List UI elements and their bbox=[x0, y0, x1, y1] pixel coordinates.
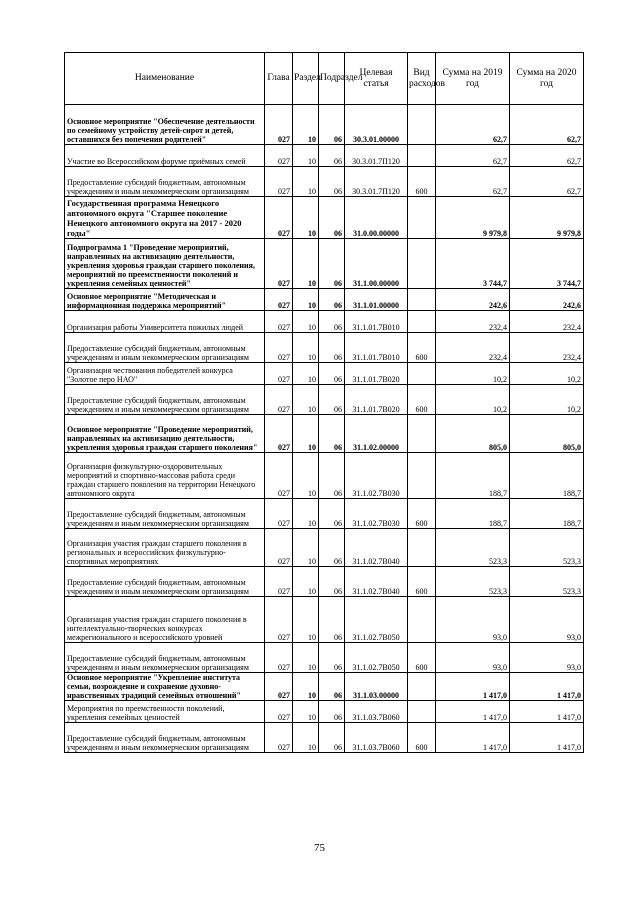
table-row bbox=[65, 673, 584, 701]
row-name-cell: Участие во Всероссийском форуме приёмных семей bbox=[65, 145, 265, 167]
row-sum-2020-cell: 10,2 bbox=[510, 385, 584, 415]
row-razdel-cell: 10 bbox=[293, 333, 319, 363]
row-vid-cell: 600 bbox=[408, 167, 436, 197]
row-glava-cell: 027 bbox=[265, 499, 293, 529]
header-name: Наименование bbox=[65, 53, 265, 105]
row-glava-cell: 027 bbox=[265, 723, 293, 753]
row-sum-2019-cell: 9 979,8 bbox=[436, 197, 510, 239]
row-vid-cell: 600 bbox=[408, 385, 436, 415]
row-sum-2020-cell: 805,0 bbox=[510, 415, 584, 453]
row-razdel-cell: 10 bbox=[293, 385, 319, 415]
row-podrazdel-cell: 06 bbox=[319, 415, 345, 453]
row-name-cell: Организация участия граждан старшего поколения в региональных и всероссийских физкультурно-спортивных мероприятиях bbox=[65, 529, 265, 567]
row-podrazdel-cell: 06 bbox=[319, 197, 345, 239]
header-razdel: Раздел bbox=[293, 53, 319, 105]
row-sum-2019-cell: 188,7 bbox=[436, 499, 510, 529]
row-sum-2020-cell: 232,4 bbox=[510, 333, 584, 363]
row-podrazdel-cell: 06 bbox=[319, 673, 345, 701]
row-podrazdel-cell: 06 bbox=[319, 167, 345, 197]
table-row bbox=[65, 197, 584, 239]
row-razdel-cell: 10 bbox=[293, 167, 319, 197]
row-glava-cell: 027 bbox=[265, 167, 293, 197]
row-glava-cell: 027 bbox=[265, 529, 293, 567]
row-sum-2020-cell: 10,2 bbox=[510, 363, 584, 385]
row-podrazdel-cell: 06 bbox=[319, 597, 345, 643]
row-vid-cell bbox=[408, 363, 436, 385]
row-vid-cell bbox=[408, 197, 436, 239]
row-target-cell: 31.1.01.7В010 bbox=[345, 311, 408, 333]
row-razdel-cell: 10 bbox=[293, 197, 319, 239]
row-sum-2019-cell: 523,3 bbox=[436, 567, 510, 597]
row-sum-2020-cell: 523,3 bbox=[510, 529, 584, 567]
row-sum-2020-cell: 3 744,7 bbox=[510, 239, 584, 289]
row-sum-2019-cell: 62,7 bbox=[436, 105, 510, 145]
table-row bbox=[65, 105, 584, 145]
row-name-cell: Предоставление субсидий бюджетным, автономным учреждениям и иным некоммерческим организациям bbox=[65, 167, 265, 197]
row-target-cell: 31.1.03.00000 bbox=[345, 673, 408, 701]
row-target-cell: 30.3.01.7П120 bbox=[345, 167, 408, 197]
row-sum-2020-cell: 93,0 bbox=[510, 643, 584, 673]
row-vid-cell bbox=[408, 701, 436, 723]
table-row bbox=[65, 567, 584, 597]
row-target-cell: 31.1.02.7В030 bbox=[345, 453, 408, 499]
row-name-cell: Предоставление субсидий бюджетным, автономным учреждениям и иным некоммерческим организациям bbox=[65, 333, 265, 363]
row-glava-cell: 027 bbox=[265, 385, 293, 415]
row-sum-2019-cell: 93,0 bbox=[436, 643, 510, 673]
row-vid-cell bbox=[408, 529, 436, 567]
row-sum-2020-cell: 523,3 bbox=[510, 567, 584, 597]
row-name-cell: Предоставление субсидий бюджетным, автономным учреждениям и иным некоммерческим организациям bbox=[65, 499, 265, 529]
header-glava: Глава bbox=[265, 53, 293, 105]
row-sum-2019-cell: 10,2 bbox=[436, 363, 510, 385]
table-row bbox=[65, 529, 584, 567]
header-sum-2020: Сумма на 2020 год bbox=[510, 53, 584, 105]
row-glava-cell: 027 bbox=[265, 239, 293, 289]
row-podrazdel-cell: 06 bbox=[319, 643, 345, 673]
row-name-cell: Предоставление субсидий бюджетным, автономным учреждениям и иным некоммерческим организациям bbox=[65, 385, 265, 415]
row-vid-cell: 600 bbox=[408, 567, 436, 597]
row-razdel-cell: 10 bbox=[293, 567, 319, 597]
row-glava-cell: 027 bbox=[265, 415, 293, 453]
row-vid-cell: 600 bbox=[408, 499, 436, 529]
row-sum-2020-cell: 188,7 bbox=[510, 499, 584, 529]
table-row bbox=[65, 643, 584, 673]
row-sum-2020-cell: 93,0 bbox=[510, 597, 584, 643]
row-vid-cell bbox=[408, 145, 436, 167]
row-glava-cell: 027 bbox=[265, 311, 293, 333]
row-sum-2019-cell: 62,7 bbox=[436, 145, 510, 167]
row-target-cell: 31.1.01.7В020 bbox=[345, 363, 408, 385]
table-row bbox=[65, 701, 584, 723]
row-target-cell: 31.1.03.7В060 bbox=[345, 723, 408, 753]
row-name-cell: Государственная программа Ненецкого автономного округа "Старшее поколение Ненецкого автономного округа на 2017 - 2020 годы" bbox=[65, 197, 265, 239]
row-sum-2020-cell: 1 417,0 bbox=[510, 673, 584, 701]
table-row bbox=[65, 167, 584, 197]
row-vid-cell bbox=[408, 415, 436, 453]
row-glava-cell: 027 bbox=[265, 597, 293, 643]
row-name-cell: Предоставление субсидий бюджетным, автономным учреждениям и иным некоммерческим организациям bbox=[65, 643, 265, 673]
table-row bbox=[65, 333, 584, 363]
row-sum-2019-cell: 232,4 bbox=[436, 333, 510, 363]
row-target-cell: 31.1.00.00000 bbox=[345, 239, 408, 289]
table-row bbox=[65, 499, 584, 529]
row-razdel-cell: 10 bbox=[293, 499, 319, 529]
row-razdel-cell: 10 bbox=[293, 597, 319, 643]
row-name-cell: Организация физкультурно-оздоровительных мероприятий и спортивно-массовая работа среди граждан старшего поколения на территории Ненецкого автономного округа bbox=[65, 453, 265, 499]
row-glava-cell: 027 bbox=[265, 289, 293, 311]
row-target-cell: 31.1.02.7В050 bbox=[345, 643, 408, 673]
row-podrazdel-cell: 06 bbox=[319, 239, 345, 289]
row-vid-cell bbox=[408, 453, 436, 499]
row-sum-2019-cell: 93,0 bbox=[436, 597, 510, 643]
row-glava-cell: 027 bbox=[265, 105, 293, 145]
table-header-row bbox=[65, 53, 584, 105]
row-sum-2019-cell: 188,7 bbox=[436, 453, 510, 499]
row-sum-2019-cell: 1 417,0 bbox=[436, 701, 510, 723]
table-row bbox=[65, 597, 584, 643]
row-sum-2019-cell: 1 417,0 bbox=[436, 673, 510, 701]
row-razdel-cell: 10 bbox=[293, 453, 319, 499]
row-razdel-cell: 10 bbox=[293, 311, 319, 333]
row-podrazdel-cell: 06 bbox=[319, 453, 345, 499]
row-razdel-cell: 10 bbox=[293, 643, 319, 673]
row-sum-2020-cell: 62,7 bbox=[510, 145, 584, 167]
row-target-cell: 31.1.02.7В040 bbox=[345, 567, 408, 597]
row-podrazdel-cell: 06 bbox=[319, 499, 345, 529]
table-row bbox=[65, 723, 584, 753]
row-podrazdel-cell: 06 bbox=[319, 363, 345, 385]
row-name-cell: Основное мероприятие "Обеспечение деятельности по семейному устройству детей-сирот и детей, оставшихся без попечения родителей" bbox=[65, 105, 265, 145]
row-razdel-cell: 10 bbox=[293, 415, 319, 453]
row-sum-2019-cell: 10,2 bbox=[436, 385, 510, 415]
row-vid-cell bbox=[408, 105, 436, 145]
header-vid: Вид расходов bbox=[408, 53, 436, 105]
row-podrazdel-cell: 06 bbox=[319, 333, 345, 363]
row-sum-2020-cell: 1 417,0 bbox=[510, 723, 584, 753]
header-sum-2019: Сумма на 2019 год bbox=[436, 53, 510, 105]
row-razdel-cell: 10 bbox=[293, 673, 319, 701]
table-row bbox=[65, 453, 584, 499]
table-row bbox=[65, 239, 584, 289]
row-razdel-cell: 10 bbox=[293, 289, 319, 311]
row-name-cell: Мероприятия по преемственности поколений, укрепления семейных ценностей bbox=[65, 701, 265, 723]
header-target: Целевая статья bbox=[345, 53, 408, 105]
row-glava-cell: 027 bbox=[265, 145, 293, 167]
row-sum-2019-cell: 232,4 bbox=[436, 311, 510, 333]
row-sum-2019-cell: 805,0 bbox=[436, 415, 510, 453]
row-vid-cell: 600 bbox=[408, 333, 436, 363]
table-row bbox=[65, 289, 584, 311]
row-razdel-cell: 10 bbox=[293, 363, 319, 385]
budget-table bbox=[64, 52, 584, 753]
row-razdel-cell: 10 bbox=[293, 239, 319, 289]
row-podrazdel-cell: 06 bbox=[319, 145, 345, 167]
row-razdel-cell: 10 bbox=[293, 701, 319, 723]
row-vid-cell bbox=[408, 289, 436, 311]
row-target-cell: 31.1.02.7В040 bbox=[345, 529, 408, 567]
table-row bbox=[65, 311, 584, 333]
row-sum-2019-cell: 1 417,0 bbox=[436, 723, 510, 753]
row-podrazdel-cell: 06 bbox=[319, 567, 345, 597]
row-target-cell: 31.1.02.00000 bbox=[345, 415, 408, 453]
row-name-cell: Предоставление субсидий бюджетным, автономным учреждениям и иным некоммерческим организациям bbox=[65, 723, 265, 753]
row-glava-cell: 027 bbox=[265, 643, 293, 673]
row-name-cell: Организация работы Университета пожилых людей bbox=[65, 311, 265, 333]
row-podrazdel-cell: 06 bbox=[319, 311, 345, 333]
row-podrazdel-cell: 06 bbox=[319, 105, 345, 145]
row-sum-2020-cell: 1 417,0 bbox=[510, 701, 584, 723]
row-name-cell: Основное мероприятие "Проведение мероприятий, направленных на активизацию деятельности, укрепления здоровья граждан старшего поколения" bbox=[65, 415, 265, 453]
row-razdel-cell: 10 bbox=[293, 145, 319, 167]
row-glava-cell: 027 bbox=[265, 363, 293, 385]
row-sum-2019-cell: 523,3 bbox=[436, 529, 510, 567]
row-target-cell: 31.1.01.00000 bbox=[345, 289, 408, 311]
row-podrazdel-cell: 06 bbox=[319, 529, 345, 567]
header-podrazdel: Подраздел bbox=[319, 53, 345, 105]
row-target-cell: 31.0.00.00000 bbox=[345, 197, 408, 239]
row-name-cell: Подпрограмма 1 "Проведение мероприятий, направленных на активизацию деятельности, укрепления здоровья граждан старшего поколения, мероприятий по преемственности поколений и укрепления семейных ценностей" bbox=[65, 239, 265, 289]
page-number: 75 bbox=[314, 842, 325, 854]
row-podrazdel-cell: 06 bbox=[319, 701, 345, 723]
row-name-cell: Организация чествования победителей конкурса "Золотое перо НАО" bbox=[65, 363, 265, 385]
row-sum-2019-cell: 62,7 bbox=[436, 167, 510, 197]
row-sum-2020-cell: 9 979,8 bbox=[510, 197, 584, 239]
table-row bbox=[65, 145, 584, 167]
row-razdel-cell: 10 bbox=[293, 529, 319, 567]
row-sum-2020-cell: 62,7 bbox=[510, 167, 584, 197]
row-sum-2020-cell: 242,6 bbox=[510, 289, 584, 311]
row-sum-2019-cell: 3 744,7 bbox=[436, 239, 510, 289]
row-podrazdel-cell: 06 bbox=[319, 289, 345, 311]
row-target-cell: 31.1.01.7В010 bbox=[345, 333, 408, 363]
row-name-cell: Предоставление субсидий бюджетным, автономным учреждениям и иным некоммерческим организациям bbox=[65, 567, 265, 597]
row-glava-cell: 027 bbox=[265, 701, 293, 723]
row-glava-cell: 027 bbox=[265, 453, 293, 499]
row-vid-cell bbox=[408, 239, 436, 289]
row-target-cell: 31.1.02.7В050 bbox=[345, 597, 408, 643]
row-target-cell: 30.3.01.00000 bbox=[345, 105, 408, 145]
row-podrazdel-cell: 06 bbox=[319, 385, 345, 415]
row-vid-cell: 600 bbox=[408, 643, 436, 673]
row-glava-cell: 027 bbox=[265, 673, 293, 701]
row-name-cell: Организация участия граждан старшего поколения в интеллектуально-творческих конкурсах межрегионального и всероссийского уровней bbox=[65, 597, 265, 643]
row-sum-2020-cell: 62,7 bbox=[510, 105, 584, 145]
row-glava-cell: 027 bbox=[265, 567, 293, 597]
row-podrazdel-cell: 06 bbox=[319, 723, 345, 753]
row-sum-2020-cell: 232,4 bbox=[510, 311, 584, 333]
row-name-cell: Основное мероприятие "Методическая и информационная поддержка мероприятий" bbox=[65, 289, 265, 311]
row-razdel-cell: 10 bbox=[293, 723, 319, 753]
row-glava-cell: 027 bbox=[265, 197, 293, 239]
row-razdel-cell: 10 bbox=[293, 105, 319, 145]
table-body bbox=[65, 105, 584, 753]
table-row bbox=[65, 415, 584, 453]
row-sum-2019-cell: 242,6 bbox=[436, 289, 510, 311]
row-target-cell: 31.1.02.7В030 bbox=[345, 499, 408, 529]
row-target-cell: 30.3.01.7П120 bbox=[345, 145, 408, 167]
row-name-cell: Основное мероприятие "Укрепление института семьи, возрождение и сохранение духовно-нравственных традиций семейных отношений" bbox=[65, 673, 265, 701]
row-vid-cell bbox=[408, 673, 436, 701]
row-vid-cell bbox=[408, 597, 436, 643]
row-target-cell: 31.1.01.7В020 bbox=[345, 385, 408, 415]
row-target-cell: 31.1.03.7В060 bbox=[345, 701, 408, 723]
row-vid-cell: 600 bbox=[408, 723, 436, 753]
table-row bbox=[65, 363, 584, 385]
table-row bbox=[65, 385, 584, 415]
row-vid-cell bbox=[408, 311, 436, 333]
row-glava-cell: 027 bbox=[265, 333, 293, 363]
row-sum-2020-cell: 188,7 bbox=[510, 453, 584, 499]
